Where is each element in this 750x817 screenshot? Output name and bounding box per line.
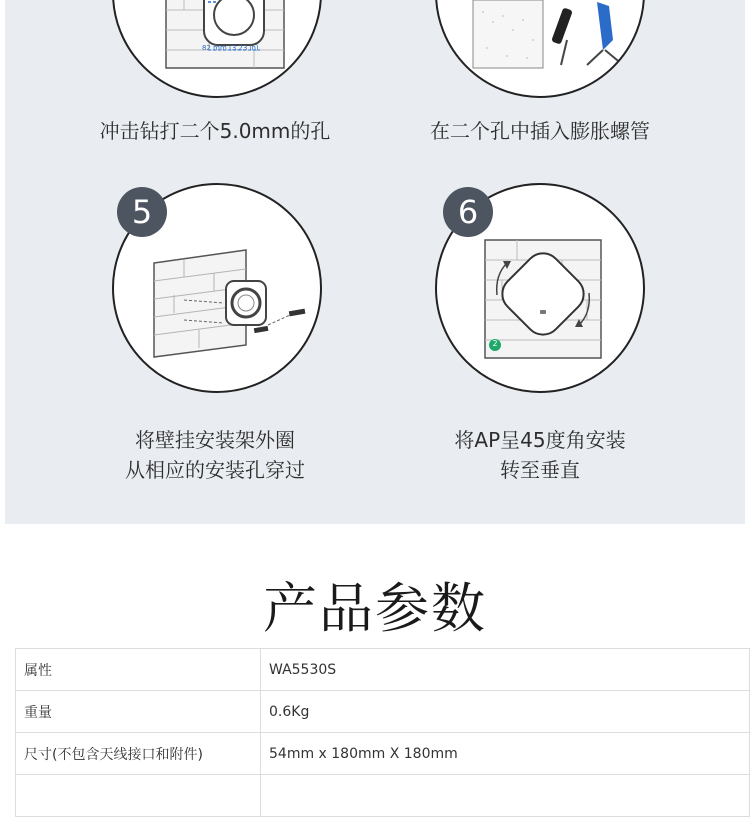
table-row (16, 649, 750, 691)
dimension-label: 82 mm (3.23 in) (202, 44, 259, 52)
caption-line: 将壁挂安装架外圈 (135, 428, 295, 452)
inset-number-badge: 2 (492, 339, 498, 348)
wall-anchor-hammer-icon (437, 0, 645, 98)
spec-value: 54mm x 180mm X 180mm (261, 733, 750, 775)
caption-line: 将AP呈45度角安装 (454, 428, 626, 452)
step-caption (380, 116, 700, 146)
installation-steps-panel (5, 0, 745, 524)
spec-key (16, 775, 261, 817)
step-caption (380, 425, 700, 485)
step-insert-anchors-illustration (435, 0, 645, 98)
table-row (16, 691, 750, 733)
table-row (16, 733, 750, 775)
spec-key: 属性 (16, 649, 261, 691)
caption-line: 冲击钻打二个5.0mm的孔 (99, 119, 331, 143)
step-drill-holes-illustration (112, 0, 322, 98)
spec-key: 重量 (16, 691, 261, 733)
table-row (16, 775, 750, 817)
spec-key: 尺寸(不包含天线接口和附件) (16, 733, 261, 775)
spec-value (261, 775, 750, 817)
step-number-badge: 5 (117, 187, 167, 237)
step-caption (55, 116, 375, 146)
caption-line: 从相应的安装孔穿过 (125, 458, 305, 482)
spec-value: 0.6Kg (261, 691, 750, 733)
spec-table (15, 648, 750, 817)
caption-line: 转至垂直 (500, 458, 580, 482)
section-title: 产品参数 (263, 577, 487, 640)
step-number-badge: 6 (443, 187, 493, 237)
caption-line: 在二个孔中插入膨胀螺管 (430, 119, 650, 143)
spec-value: WA5530S (261, 649, 750, 691)
step-caption (55, 425, 375, 485)
